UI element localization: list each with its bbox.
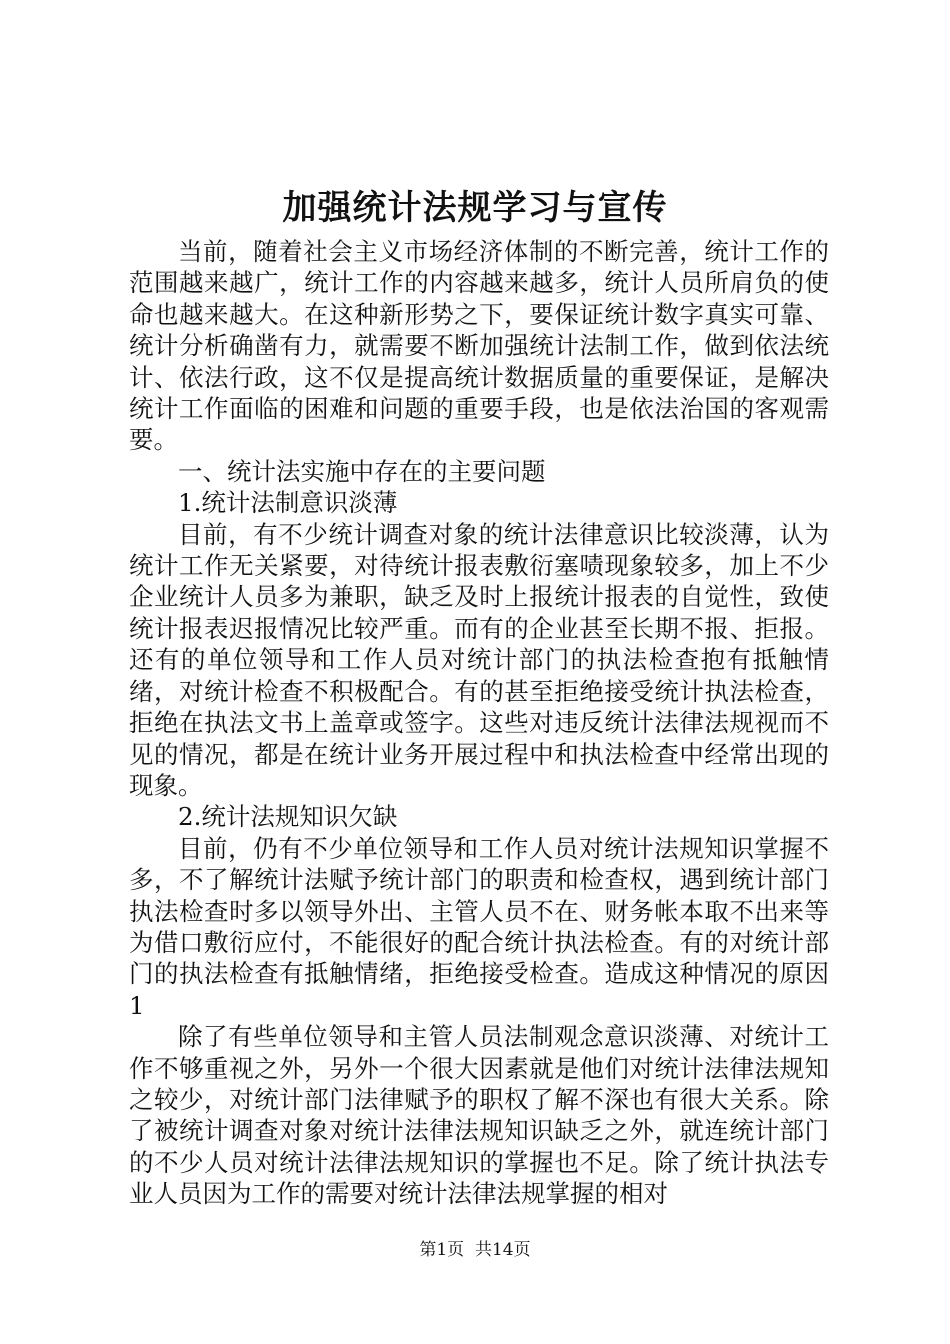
document-body xyxy=(129,236,829,1210)
paragraph-knowledge: 目前，仍有不少单位领导和工作人员对统计法规知识掌握不多，不了解统计法赋予统计部门的职责和检查权，遇到统计部门执法检查时多以领导外出、主管人员不在、财务帐本取不出来等为借口敷衍应付，不能很好的配合统计执法检查。有的对统计部门的执法检查有抵触情绪，拒绝接受检查。造成这种情况的原因1 xyxy=(129,833,829,1020)
paragraph-awareness: 目前，有不少统计调查对象的统计法律意识比较淡薄，认为统计工作无关紧要，对待统计报表敷衍塞啧现象较多，加上不少企业统计人员多为兼职，缺乏及时上报统计报表的自觉性，致使统计报表迟报情况比较严重。而有的企业甚至长期不报、拒报。还有的单位领导和工作人员对统计部门的执法检查抱有抵触情绪，对统计检查不积极配合。有的甚至拒绝接受统计执法检查，拒绝在执法文书上盖章或签字。这些对违反统计法律法规视而不见的情况，都是在统计业务开展过程中和执法检查中经常出现的现象。 xyxy=(129,519,829,800)
section-heading-problems: 一、统计法实施中存在的主要问题 xyxy=(178,456,546,486)
document-title: 加强统计法规学习与宣传 xyxy=(282,188,668,228)
subheading-knowledge: 2.统计法规知识欠缺 xyxy=(178,802,398,832)
paragraph-intro: 当前，随着社会主义市场经济体制的不断完善，统计工作的范围越来越广，统计工作的内容越来越多，统计人员所肩负的使命也越来越大。在这种新形势之下，要保证统计数字真实可靠、统计分析确凿有力，就需要不断加强统计法制工作，做到依法统计、依法行政，这不仅是提高统计数据质量的重要保证，是解决统计工作面临的困难和问题的重要手段，也是依法治国的客观需要。 xyxy=(129,237,829,455)
page-footer: 第1页 共14页 xyxy=(419,1240,531,1260)
subheading-awareness: 1.统计法制意识淡薄 xyxy=(178,488,398,518)
paragraph-continuation: 除了有些单位领导和主管人员法制观念意识淡薄、对统计工作不够重视之外，另外一个很大因素就是他们对统计法律法规知之较少，对统计部门法律赋予的职权了解不深也有很大关系。除了被统计调查对象对统计法律法规知识缺乏之外，就连统计部门的不少人员对统计法律法规知识的掌握也不足。除了统计执法专业人员因为工作的需要对统计法律法规掌握的相对 xyxy=(129,1022,829,1209)
